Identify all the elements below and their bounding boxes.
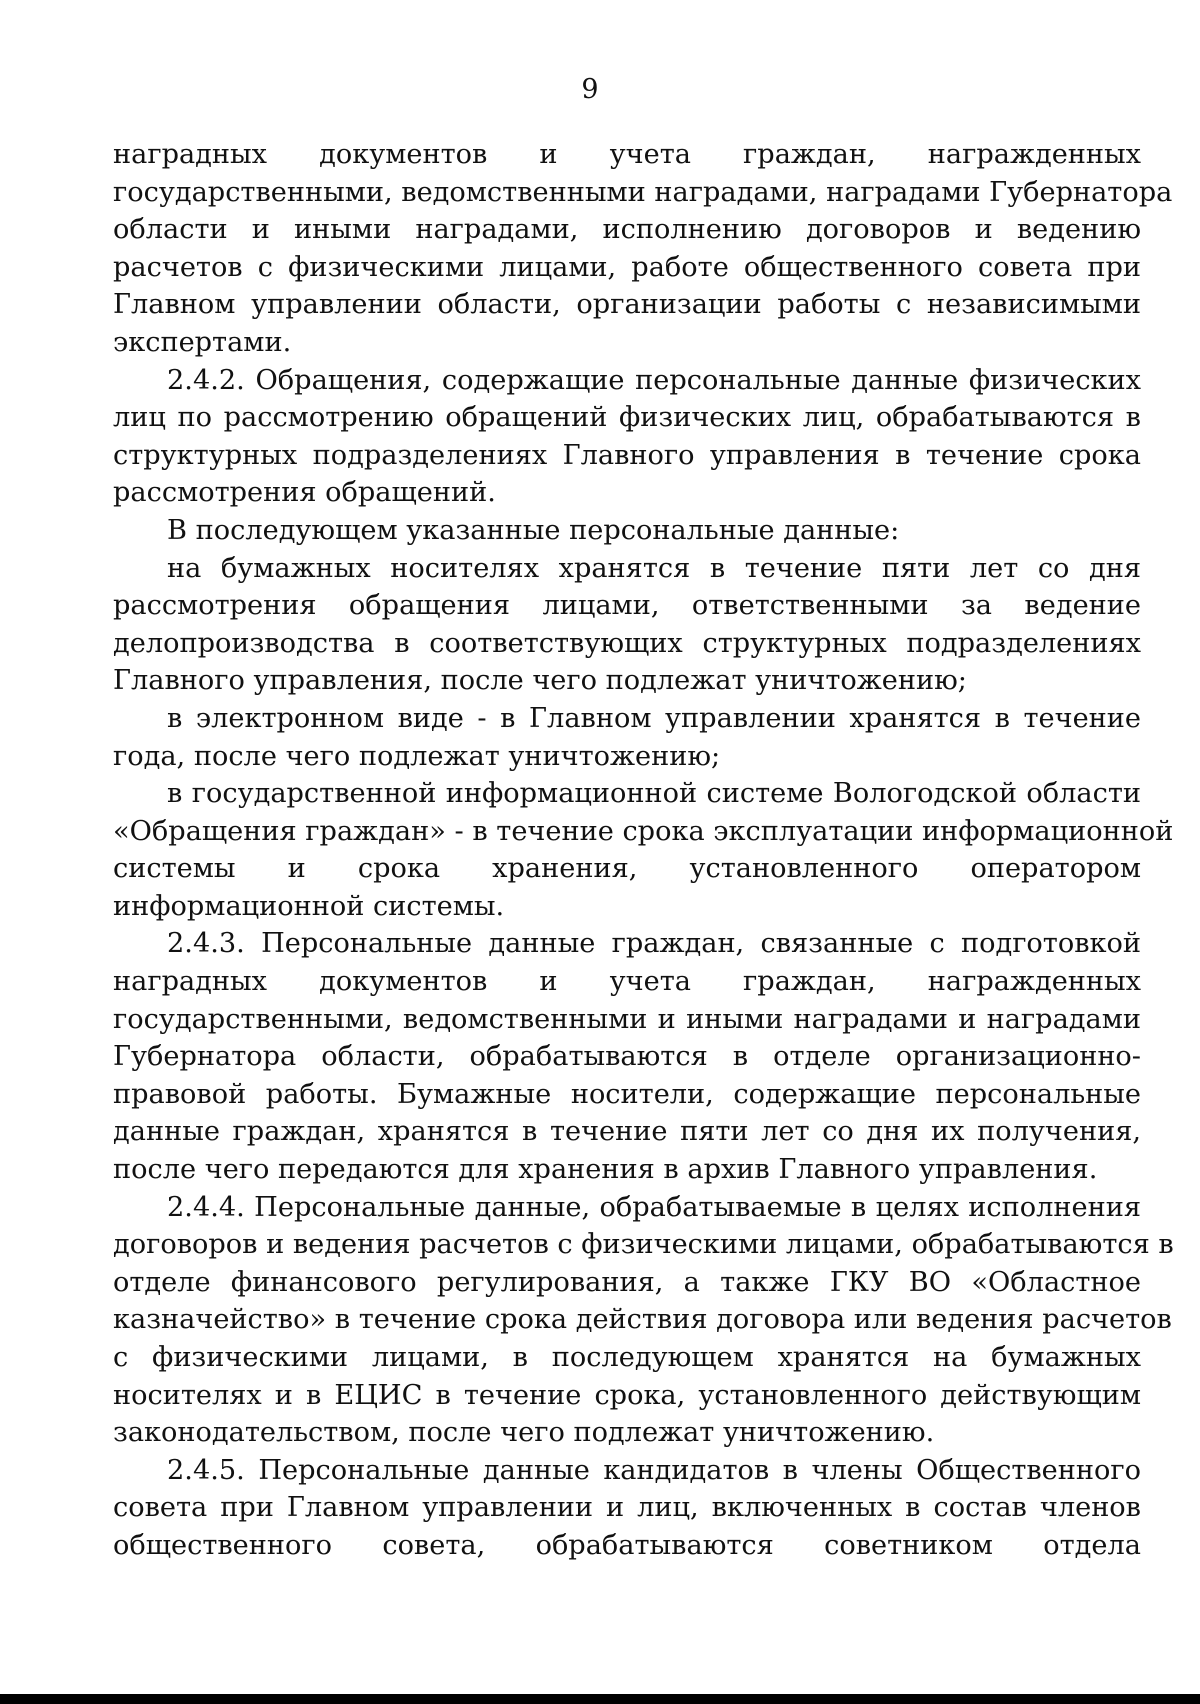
text-line: делопроизводства в соответствующих структурных подразделениях (113, 627, 1141, 659)
body-text (113, 136, 1174, 1565)
text-line: законодательством, после чего подлежат уничтожению. (113, 1417, 935, 1449)
text-line: в государственной информационной системе Вологодской области (167, 778, 1141, 810)
text-line: экспертами. (113, 326, 292, 358)
text-line: носителях и в ЕЦИС в течение срока, установленного действующим (113, 1379, 1141, 1411)
text-line: государственными, ведомственными наградами, наградами Губернатора (113, 176, 1173, 208)
text-line: Главном управлении области, организации работы с независимыми (113, 289, 1141, 321)
text-line: структурных подразделениях Главного управления в течение срока (113, 439, 1141, 471)
text-line: расчетов с физическими лицами, работе общественного совета при (113, 251, 1141, 283)
text-line: договоров и ведения расчетов с физическими лицами, обрабатываются в (113, 1229, 1174, 1261)
text-line: Главного управления, после чего подлежат уничтожению; (113, 665, 967, 697)
text-line: области и иными наградами, исполнению договоров и ведению (113, 214, 1141, 246)
text-line: государственными, ведомственными и иными наградами и наградами (113, 1003, 1141, 1035)
text-line: данные граждан, хранятся в течение пяти лет со дня их получения, (113, 1116, 1141, 1148)
scan-bottom-edge (0, 1694, 1200, 1704)
page-number: 9 (581, 74, 599, 105)
text-line: лиц по рассмотрению обращений физических лиц, обрабатываются в (113, 402, 1141, 434)
text-line: рассмотрения обращений. (113, 477, 496, 509)
text-line: на бумажных носителях хранятся в течение пяти лет со дня (167, 552, 1141, 584)
text-line: после чего передаются для хранения в архив Главного управления. (113, 1154, 1098, 1186)
text-line: системы и срока хранения, установленного оператором (113, 853, 1141, 885)
text-line: совета при Главном управлении и лиц, включенных в состав членов (113, 1492, 1141, 1524)
text-line: 2.4.2. Обращения, содержащие персональные данные физических (167, 364, 1141, 396)
text-line: 2.4.5. Персональные данные кандидатов в члены Общественного (167, 1454, 1141, 1486)
text-line: казначейство» в течение срока действия договора или ведения расчетов (113, 1304, 1172, 1336)
text-line: «Обращения граждан» - в течение срока эксплуатации информационной (113, 815, 1174, 847)
text-line: с физическими лицами, в последующем хранятся на бумажных (113, 1342, 1141, 1373)
text-line: 2.4.4. Персональные данные, обрабатываемые в целях исполнения (167, 1191, 1141, 1223)
text-line: наградных документов и учета граждан, награжденных (113, 139, 1141, 170)
text-line: правовой работы. Бумажные носители, содержащие персональные (113, 1078, 1141, 1110)
text-line: рассмотрения обращения лицами, ответственными за ведение (113, 590, 1141, 622)
text-line: В последующем указанные персональные данные: (167, 514, 900, 546)
text-line: года, после чего подлежат уничтожению; (113, 740, 721, 772)
text-line: отделе финансового регулирования, а также ГКУ ВО «Областное (113, 1266, 1141, 1298)
text-line: в электронном виде - в Главном управлении хранятся в течение (167, 702, 1141, 734)
text-line: наградных документов и учета граждан, награжденных (113, 966, 1141, 998)
text-line: 2.4.3. Персональные данные граждан, связанные с подготовкой (167, 928, 1141, 960)
text-line: Губернатора области, обрабатываются в отделе организационно- (113, 1041, 1141, 1073)
text-line: общественного совета, обрабатываются советником отдела (113, 1529, 1141, 1561)
text-line: информационной системы. (113, 890, 505, 922)
